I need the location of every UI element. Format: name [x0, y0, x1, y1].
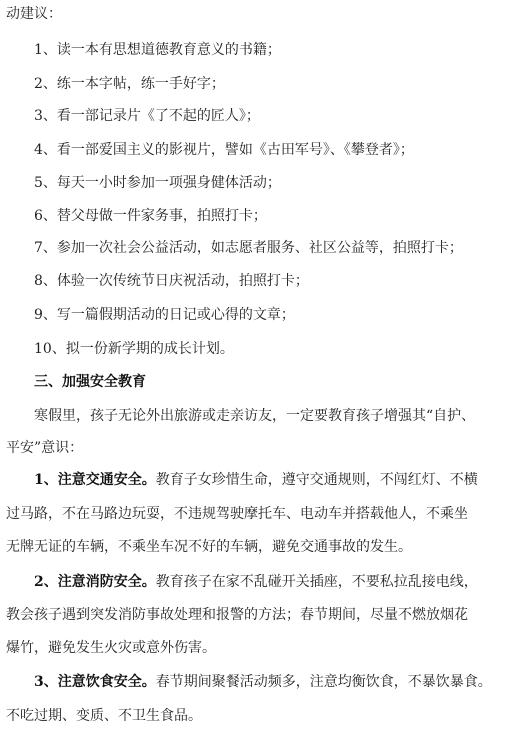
suggestion-item-6: 6、替父母做一件家务事，拍照打卡； [34, 208, 267, 224]
fire-safety-paragraph-line-3: 爆竹，避免发生火灾或意外伤害。 [6, 640, 216, 656]
food-safety-paragraph-line-2: 不吃过期、变质、不卫生食品。 [6, 708, 202, 724]
suggestion-item-3: 3、看一部记录片《了不起的匠人》； [34, 108, 260, 124]
traffic-safety-paragraph-line-1 [34, 470, 478, 490]
section-intro-line-1: 寒假里，孩子无论外出旅游或走亲访友，一定要教育孩子增强其“自护、 [34, 408, 476, 424]
intro-text: 动建议： [6, 6, 62, 22]
fire-safety-paragraph-line-1 [34, 572, 478, 592]
suggestion-item-8: 8、体验一次传统节日庆祝活动，拍照打卡； [34, 273, 309, 289]
suggestion-item-7: 7、参加一次社会公益活动，如志愿者服务、社区公益等，拍照打卡； [34, 240, 463, 256]
suggestion-item-1: 1、读一本有思想道德教育意义的书籍； [34, 42, 281, 58]
food-safety-title: 3、注意饮食安全。 [34, 674, 156, 690]
traffic-safety-title: 1、注意交通安全。 [34, 472, 156, 488]
traffic-safety-paragraph-line-2: 过马路，不在马路边玩耍，不违规驾驶摩托车、电动车并搭载他人，不乘坐 [6, 506, 468, 522]
fire-safety-text: 教育孩子在家不乱碰开关插座，不要私拉乱接电线， [155, 574, 478, 590]
suggestion-item-5: 5、每天一小时参加一项强身健体活动； [34, 175, 281, 191]
section-heading: 三、加强安全教育 [34, 374, 146, 390]
fire-safety-title: 2、注意消防安全。 [34, 574, 156, 590]
traffic-safety-text: 教育子女珍惜生命，遵守交通规则，不闯红灯、不横 [155, 472, 478, 488]
fire-safety-paragraph-line-2: 教会孩子遇到突发消防事故处理和报警的方法；春节期间，尽量不燃放烟花 [6, 607, 468, 623]
suggestion-item-10: 10、拟一份新学期的成长计划。 [34, 341, 234, 357]
traffic-safety-paragraph-line-3: 无牌无证的车辆，不乘坐车况不好的车辆，避免交通事故的发生。 [6, 539, 412, 555]
suggestion-item-4: 4、看一部爱国主义的影视片，譬如《古田军号》、《攀登者》； [34, 142, 414, 158]
section-intro-line-2: 平安”意识： [6, 440, 84, 456]
food-safety-paragraph-line-1 [34, 672, 492, 692]
suggestion-item-9: 9、写一篇假期活动的日记或心得的文章； [34, 307, 295, 323]
food-safety-text: 春节期间聚餐活动频多，注意均衡饮食，不暴饮暴食。 [155, 674, 492, 690]
suggestion-item-2: 2、练一本字帖，练一手好字； [34, 76, 225, 92]
